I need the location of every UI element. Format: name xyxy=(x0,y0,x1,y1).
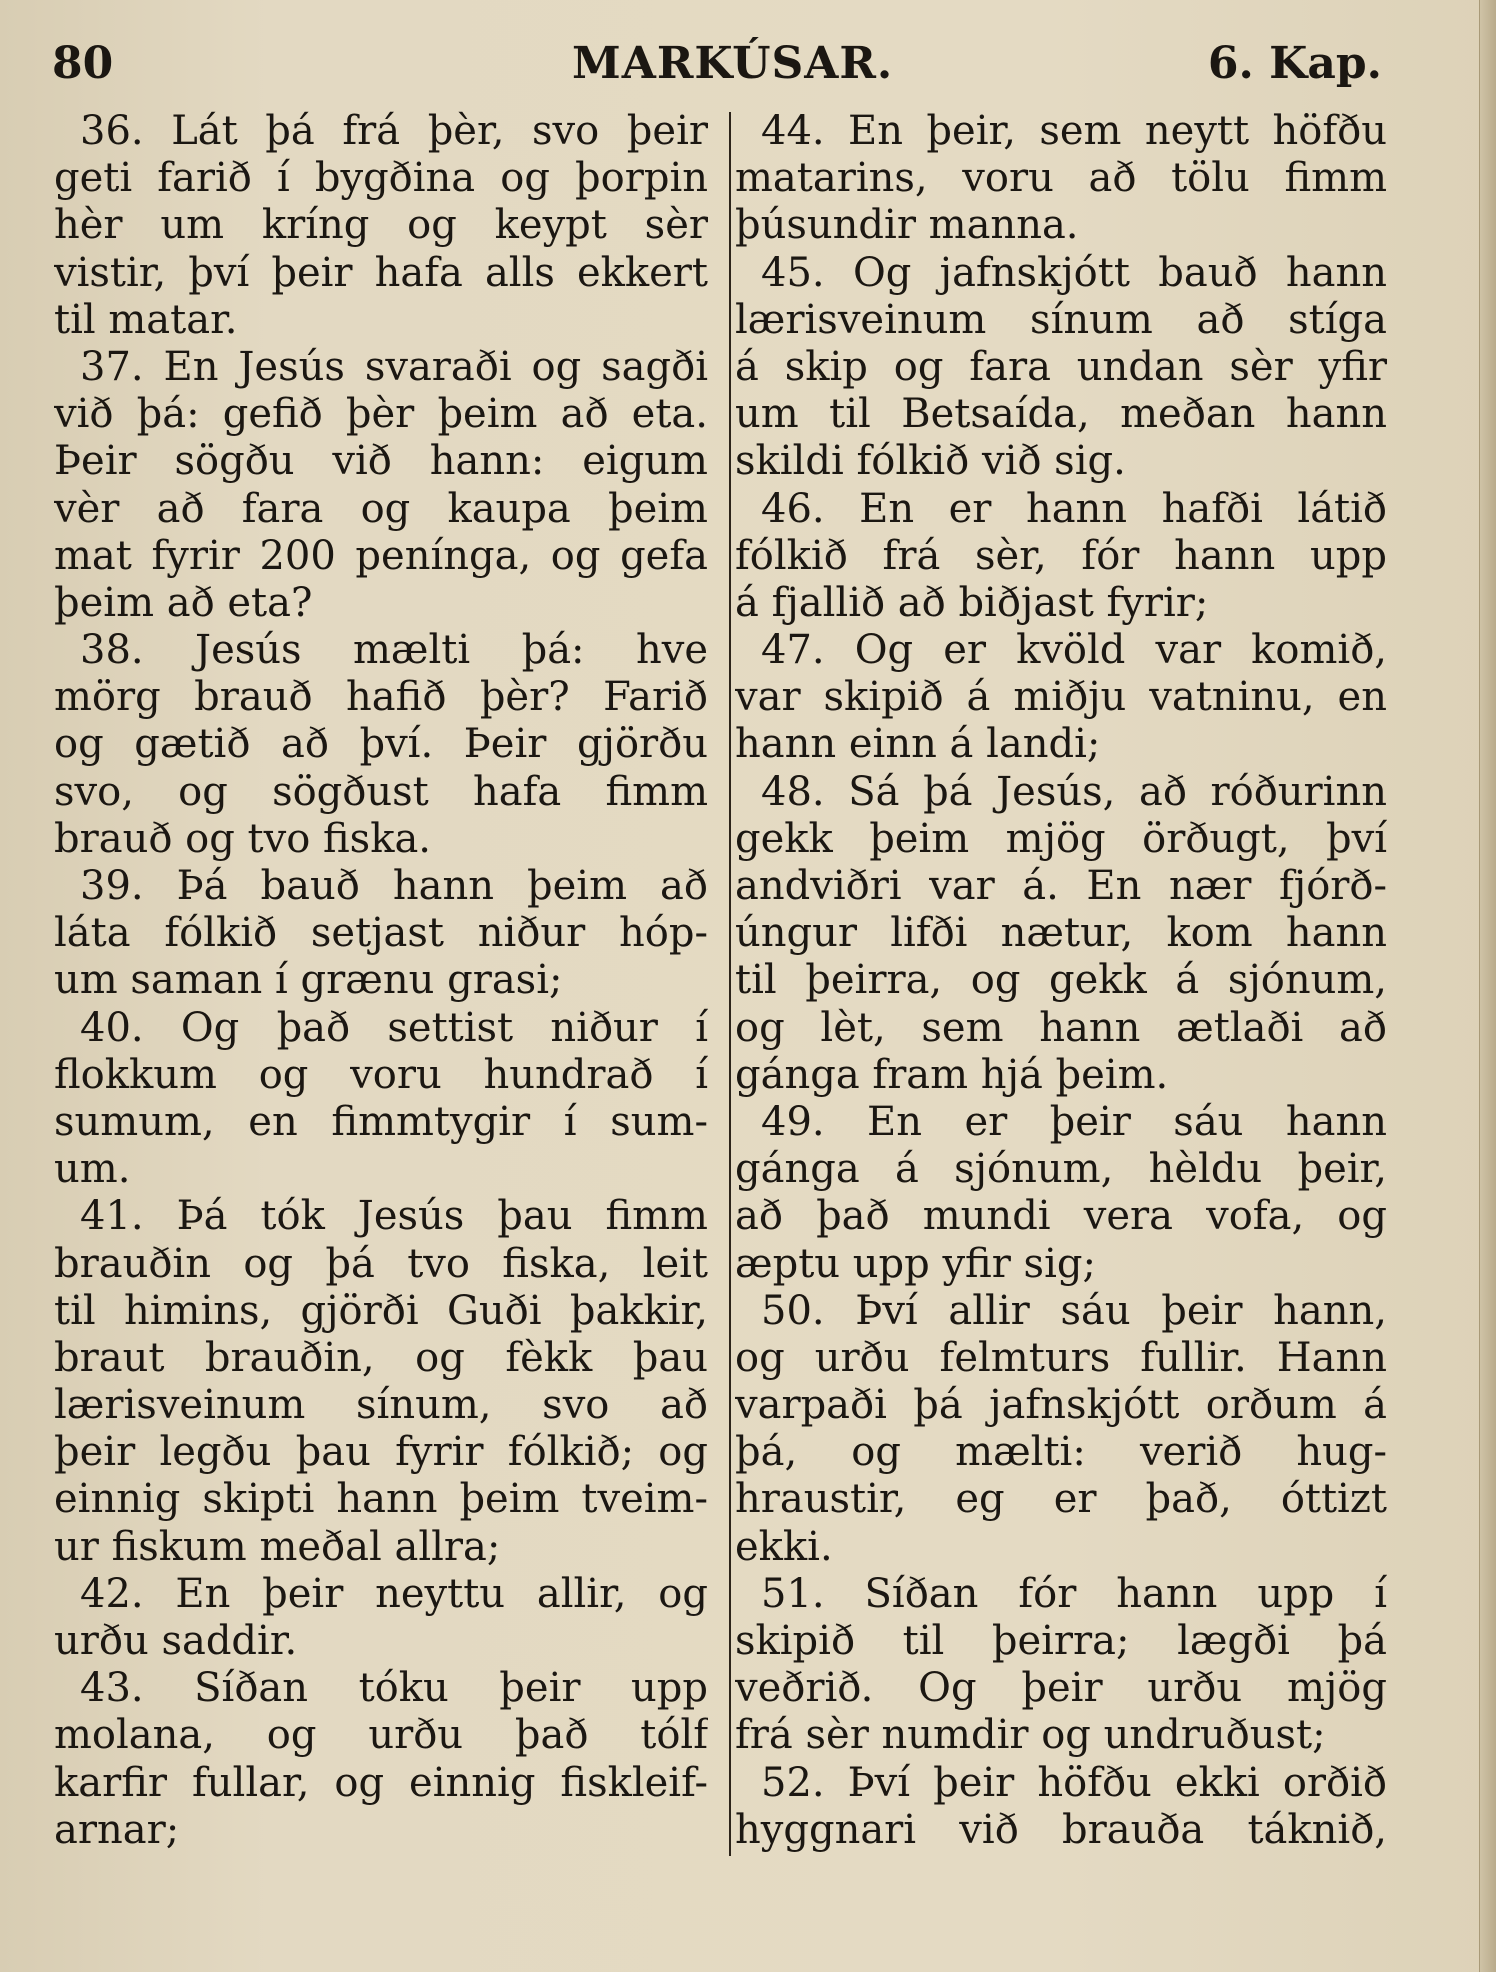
text-line: gánga fram hjá þeim. xyxy=(735,1051,1169,1098)
text-line: hann einn á landi; xyxy=(735,721,1101,768)
text-line: fólkið frá sèr, fór hann upp xyxy=(735,532,1387,579)
text-line: og lèt, sem hann ætlaði að xyxy=(735,1004,1387,1051)
text-line: braut brauðin, og fèkk þau xyxy=(54,1334,708,1381)
text-line: á fjallið að biðjast fyrir; xyxy=(735,579,1209,626)
text-line: úngur lifði nætur, kom hann xyxy=(735,910,1387,957)
text-line: að það mundi vera vofa, og xyxy=(735,1193,1387,1240)
running-header xyxy=(52,34,1382,94)
text-line: til himins, gjörði Guði þakkir, xyxy=(54,1287,708,1334)
right-column xyxy=(735,108,1387,1868)
text-line: mat fyrir 200 penínga, og gefa xyxy=(54,532,708,579)
text-line: 41. Þá tók Jesús þau fimm xyxy=(80,1193,708,1240)
text-line: frá sèr numdir og undruðust; xyxy=(735,1712,1326,1759)
book-title: MARKÚSAR. xyxy=(572,38,894,89)
text-line: mörg brauð hafið þèr? Farið xyxy=(54,674,708,721)
text-line: hèr um kríng og keypt sèr xyxy=(54,202,708,249)
text-line: matarins, voru að tölu fimm xyxy=(735,155,1387,202)
text-line: æptu upp yfir sig; xyxy=(735,1240,1096,1287)
text-line: var skipið á miðju vatninu, en xyxy=(735,674,1387,721)
text-line: vèr að fara og kaupa þeim xyxy=(54,485,708,532)
text-line: lærisveinum sínum, svo að xyxy=(54,1382,708,1429)
text-line: svo, og sögðust hafa fimm xyxy=(54,768,708,815)
text-line: 52. Því þeir höfðu ekki orðið xyxy=(761,1759,1387,1806)
text-line: 36. Lát þá frá þèr, svo þeir xyxy=(80,108,708,154)
text-line: 51. Síðan fór hann upp í xyxy=(761,1570,1387,1617)
text-line: skipið til þeirra; lægði þá xyxy=(735,1618,1387,1664)
text-line: um. xyxy=(54,1146,131,1193)
text-line: 38. Jesús mælti þá: hve xyxy=(80,627,708,674)
text-line: 37. En Jesús svaraði og sagði xyxy=(80,343,708,390)
text-line: ur fiskum meðal allra; xyxy=(54,1523,501,1570)
text-line: andviðri var á. En nær fjórð- xyxy=(735,863,1387,909)
text-line: brauð og tvo fiska. xyxy=(54,815,432,862)
text-line: 46. En er hann hafði látið xyxy=(761,485,1387,532)
text-line: ekki. xyxy=(735,1523,833,1570)
text-line: um saman í grænu grasi; xyxy=(54,957,563,1004)
text-line: um til Betsaída, meðan hann xyxy=(735,391,1387,438)
chapter-label: 6. Kap. xyxy=(1207,38,1382,89)
left-column xyxy=(54,108,708,1868)
text-line: 40. Og það settist niður í xyxy=(80,1004,708,1051)
text-line: 47. Og er kvöld var komið, xyxy=(761,627,1387,674)
text-line: varpaði þá jafnskjótt orðum á xyxy=(735,1382,1387,1429)
text-line: arnar; xyxy=(54,1806,180,1853)
text-line: 44. En þeir, sem neytt höfðu xyxy=(761,108,1387,154)
text-line: veðrið. Og þeir urðu mjög xyxy=(735,1665,1387,1712)
text-line: 39. Þá bauð hann þeim að xyxy=(80,863,708,909)
text-line: hraustir, eg er það, óttizt xyxy=(735,1476,1387,1523)
text-line: til matar. xyxy=(54,296,238,343)
page-number: 80 xyxy=(52,38,114,89)
text-line: 49. En er þeir sáu hann xyxy=(761,1098,1387,1145)
text-line: brauðin og þá tvo fiska, leit xyxy=(54,1240,708,1287)
text-line: flokkum og voru hundrað í xyxy=(54,1051,708,1098)
text-line: 48. Sá þá Jesús, að róðurinn xyxy=(761,768,1387,815)
text-line: sumum, en fimmtygir í sum- xyxy=(54,1098,708,1145)
text-line: molana, og urðu það tólf xyxy=(54,1712,708,1759)
text-line: urðu saddir. xyxy=(54,1618,298,1664)
text-line: þúsundir manna. xyxy=(735,202,1079,249)
text-line: láta fólkið setjast niður hóp- xyxy=(54,910,708,957)
text-line: karfir fullar, og einnig fiskleif- xyxy=(54,1759,708,1806)
text-line: og urðu felmturs fullir. Hann xyxy=(735,1334,1387,1381)
text-line: og gætið að því. Þeir gjörðu xyxy=(54,721,708,768)
text-line: lærisveinum sínum að stíga xyxy=(735,296,1387,343)
text-line: til þeirra, og gekk á sjónum, xyxy=(735,957,1387,1004)
text-line: hyggnari við brauða táknið, xyxy=(735,1806,1387,1853)
text-line: 45. Og jafnskjótt bauð hann xyxy=(761,249,1387,296)
text-line: gekk þeim mjög örðugt, því xyxy=(735,815,1387,862)
text-line: 43. Síðan tóku þeir upp xyxy=(80,1665,708,1712)
text-line: skildi fólkið við sig. xyxy=(735,438,1126,485)
text-line: þeim að eta? xyxy=(54,579,313,626)
text-line: við þá: gefið þèr þeim að eta. xyxy=(54,391,708,438)
text-line: einnig skipti hann þeim tveim- xyxy=(54,1476,708,1523)
text-line: 42. En þeir neyttu allir, og xyxy=(80,1570,708,1617)
text-line: þá, og mælti: verið hug- xyxy=(735,1429,1387,1476)
text-line: þeir legðu þau fyrir fólkið; og xyxy=(54,1429,708,1476)
text-line: geti farið í bygðina og þorpin xyxy=(54,155,708,202)
text-line: 50. Því allir sáu þeir hann, xyxy=(761,1287,1387,1334)
text-line: á skip og fara undan sèr yfir xyxy=(735,343,1387,390)
text-line: vistir, því þeir hafa alls ekkert xyxy=(54,249,708,296)
text-line: gánga á sjónum, hèldu þeir, xyxy=(735,1146,1387,1193)
text-line: Þeir sögðu við hann: eigum xyxy=(54,438,708,485)
page-edge xyxy=(1479,0,1496,1972)
column-divider xyxy=(729,112,731,1856)
